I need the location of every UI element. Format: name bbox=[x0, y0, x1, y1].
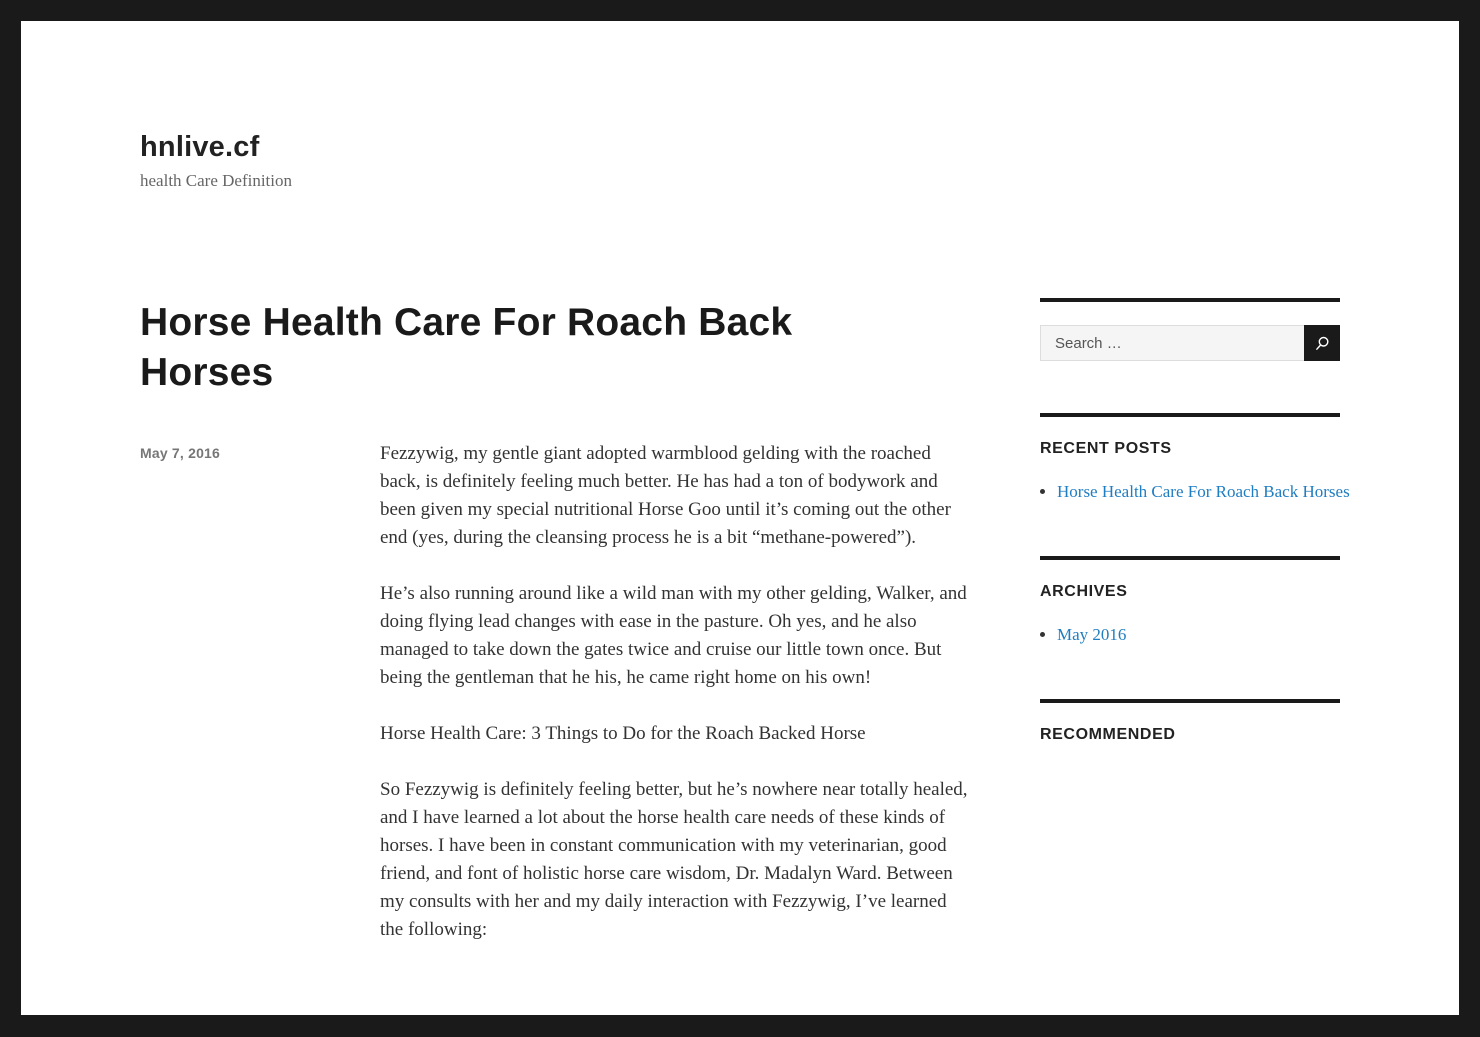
post-paragraph: So Fezzywig is definitely feeling better, but he’s nowhere near totally healed, and I have learned a lot about the horse health care needs of these kinds of horses. I have been in constant communication with my veterinarian, good friend, and font of holistic horse care wisdom, Dr. Madalyn Ward. Between my consults with her and my daily interaction with Fezzywig, I’ve learned the following: bbox=[380, 779, 968, 940]
archives-heading: ARCHIVES bbox=[1040, 583, 1128, 600]
post-title: Horse Health Care For Roach Back Horses bbox=[140, 301, 793, 394]
recent-posts-list bbox=[1040, 480, 1350, 504]
search-input[interactable] bbox=[1040, 325, 1304, 361]
search-icon bbox=[1314, 335, 1331, 352]
sidebar bbox=[1040, 298, 1350, 744]
site-tagline: health Care Definition bbox=[140, 171, 293, 190]
recommended-widget bbox=[1040, 699, 1340, 744]
recent-posts-widget bbox=[1040, 413, 1350, 504]
entry-body bbox=[140, 440, 973, 972]
recommended-heading: RECOMMENDED bbox=[1040, 726, 1176, 743]
archives-list bbox=[1040, 623, 1340, 647]
search-submit-button[interactable] bbox=[1304, 325, 1340, 361]
post-paragraph: Horse Health Care: 3 Things to Do for the Roach Backed Horse bbox=[380, 723, 866, 744]
page bbox=[21, 21, 1459, 1015]
search-widget bbox=[1040, 298, 1340, 361]
post-paragraph: He’s also running around like a wild man with my other gelding, Walker, and doing flying lead changes with ease in the pasture. Oh yes, and he also managed to take down the gates twice and cruise our little town once. But being the gentleman that he his, he came right home on his own! bbox=[380, 583, 967, 688]
archives-widget bbox=[1040, 556, 1340, 647]
search-form bbox=[1040, 325, 1340, 361]
list-item bbox=[1057, 480, 1350, 504]
recent-post-link[interactable]: Horse Health Care For Roach Back Horses bbox=[1057, 482, 1350, 501]
list-item bbox=[1057, 623, 1340, 647]
entry-meta bbox=[140, 440, 380, 972]
entry-content bbox=[380, 440, 973, 972]
post-date-link[interactable]: May 7, 2016 bbox=[140, 445, 221, 461]
article bbox=[140, 298, 973, 972]
site-header bbox=[21, 21, 1459, 191]
main-content bbox=[21, 298, 1459, 972]
archive-month-link[interactable]: May 2016 bbox=[1057, 625, 1127, 644]
site-title-link[interactable]: hnlive.cf bbox=[140, 131, 260, 163]
post-paragraph: Fezzywig, my gentle giant adopted warmblood gelding with the roached back, is definitely feeling much better. He has had a ton of bodywork and been given my special nutritional Horse Goo until it’s coming out the other end (yes, during the cleansing process he is a bit “methane-powered”). bbox=[380, 443, 951, 548]
recent-posts-heading: RECENT POSTS bbox=[1040, 440, 1172, 457]
